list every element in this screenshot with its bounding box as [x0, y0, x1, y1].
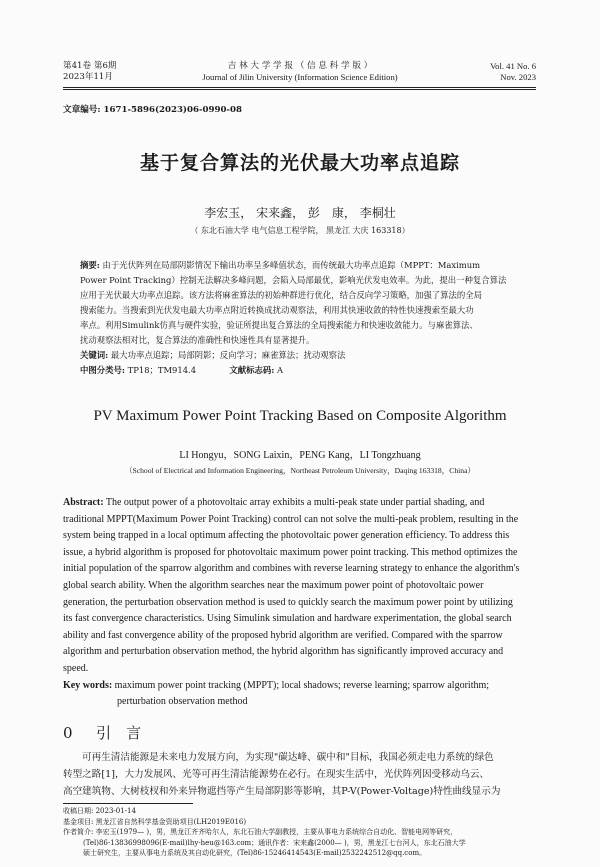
- abstract-en: [63, 495, 537, 711]
- clc-code: TP18；TM914.4: [127, 365, 197, 375]
- author-info: 作者简介: 李宏玉(1979— )，男，黑龙江齐齐哈尔人，东北石油大学副教授，主要从事电力系统综合自动化、智能电网等研究，: [63, 828, 458, 836]
- title-en: PV Maximum Power Point Tracking Based on Composite Algorithm: [93, 408, 507, 424]
- abstract-cn: [80, 258, 538, 378]
- abstract-en-line: system being trapped in a local optimum affecting the photovoltaic power generation efficiency. To address this: [63, 530, 510, 542]
- abstract-cn-line: 应用于光伏最大功率点追踪。该方法将麻雀算法的初始种群进行优化，结合反向学习策略，加强了算法的全局: [80, 290, 482, 300]
- abstract-en-line: generation, the perturbation observation method is used to quickly search the maximum power point by utilizing: [63, 596, 513, 608]
- keywords-cn-label: 关键词:: [80, 350, 109, 360]
- date-cn: 2023年11月: [63, 72, 113, 82]
- keywords-en-line2: perturbation observation method: [117, 696, 248, 708]
- author-info-corresponding: 硕士研究生，主要从事电力系统及其自动化研究，(Tel)86-15246414543(E-mail)2532242512@qq.com。: [83, 849, 427, 857]
- keywords-cn: 最大功率点追踪；局部阴影；反向学习；麻雀算法；扰动观察法: [110, 350, 346, 360]
- received-date: 收稿日期: 2023-01-14: [63, 807, 136, 815]
- abstract-en-line: issue, a hybrid algorithm is proposed for photovoltaic maximum power point tracking. This method optimizes the: [63, 546, 518, 558]
- abstract-en-line: its fast convergence characteristics. Using Simulink simulation and hardware experimentation, the global search: [63, 613, 512, 625]
- header-right: [490, 61, 536, 83]
- keywords-en-label: Key words:: [63, 679, 113, 691]
- abstract-cn-line: 率点。利用Simulink仿真与硬件实验，验证所提出复合算法的全局搜索能力和快速收敛能力。与麻雀算法、: [80, 320, 478, 330]
- header-center: [150, 61, 450, 83]
- abstract-en-line: The output power of a photovoltaic array exhibits a multi-peak state under partial shading, and: [105, 497, 485, 508]
- author-info-contact: (Tel)86-13836998096(E-mail)lhy-heu@163.com；通讯作者：宋来鑫(2000— )，男，黑龙江七台河人，东北石油大学: [83, 838, 466, 847]
- intro-line: 可再生清洁能源是未来电力发展方向，为实现"碳达峰、碳中和"目标，我国必须走电力系统的绿色: [82, 752, 494, 763]
- footnotes: [63, 806, 541, 859]
- title-cn: 基于复合算法的光伏最大功率点追踪: [139, 152, 460, 174]
- section-number: 0: [63, 724, 73, 742]
- abstract-en-label: Abstract:: [63, 497, 104, 508]
- abstract-cn-line: Power Point Tracking）控制无法解决多峰问题，会陷入局部最优，影响光伏发电效率。为此，提出一种复合算法: [80, 275, 507, 285]
- date-en: Nov. 2023: [500, 72, 536, 82]
- header-rule-top: [63, 87, 536, 88]
- abstract-cn-line: 由于光伏阵列在局部阴影情况下输出功率呈多峰值状态，而传统最大功率点追踪（MPPT：Maximum: [102, 260, 481, 270]
- abstract-en-line: global search ability. When the algorithm searches near the maximum power point of photovoltaic power: [63, 579, 484, 591]
- authors-en: LI Hongyu，SONG Laixin，PENG Kang，LI Tongzhuang: [179, 450, 421, 461]
- volume-issue-cn: 第41卷 第6期: [63, 61, 117, 71]
- authors-cn: 李宏玉， 宋来鑫， 彭 康， 李桐壮: [204, 206, 396, 220]
- abstract-en-line: initial population of the sparrow algorithm and combines with reverse learning strategy to enhance the algorithm's: [63, 563, 520, 575]
- section-heading: [63, 722, 141, 743]
- header-rule-bottom: [63, 89, 536, 90]
- intro-body: [63, 749, 537, 800]
- intro-line: 转型之路[1]，大力发展风、光等可再生清洁能源势在必行。在现实生活中，光伏阵列因受移动乌云、: [63, 769, 490, 780]
- fund-info: 基金项目: 黑龙江省自然科学基金资助项目(LH2019E016): [63, 817, 247, 826]
- abstract-en-line: traditional MPPT(Maximum Power Point Tracking) control can not solve the multi-peak problem, resulting in the: [63, 513, 519, 525]
- keywords-en: maximum power point tracking (MPPT); local shadows; reverse learning; sparrow algorithm;: [114, 679, 490, 691]
- clc-label: 中图分类号:: [80, 365, 125, 375]
- header-left: [63, 61, 117, 83]
- abstract-en-line: ability and fast convergence ability of the proposed hybrid algorithm are verified. Compared with the sparrow: [63, 629, 503, 641]
- article-number: 文章编号: 1671-5896(2023)06-0990-08: [63, 105, 242, 115]
- doc-code-label: 文献标志码:: [229, 365, 275, 375]
- footnote-rule: [63, 803, 193, 804]
- abstract-cn-line: 扰动观察法相对比，复合算法的准确性和快速性具有显著提升。: [80, 335, 315, 345]
- doc-code: A: [277, 365, 284, 375]
- journal-name-cn: 吉 林 大 学 学 报 （ 信 息 科 学 版 ）: [227, 61, 373, 71]
- section-title: 引 言: [96, 724, 142, 742]
- volume-issue-en: Vol. 41 No. 6: [490, 61, 536, 71]
- abstract-cn-line: 搜索能力。当搜索到光伏发电最大功率点附近转换成扰动观察法，利用其快速收敛的特性快速搜索至最大功: [80, 305, 474, 315]
- abstract-cn-label: 摘要:: [80, 260, 100, 270]
- abstract-en-line: algorithm and perturbation observation method, the hybrid algorithm has significantly improved accuracy and: [63, 646, 504, 658]
- journal-name-en: Journal of Jilin University (Information Science Edition): [202, 72, 398, 82]
- affiliation-cn: （ 东北石油大学 电气信息工程学院， 黑龙江 大庆 163318）: [190, 226, 410, 235]
- intro-line: 高空建筑物、大树枝杈和外来异物遮挡等产生局部阴影等影响，其P-V(Power-Voltage)特性曲线显示为: [63, 786, 501, 797]
- abstract-en-line: speed.: [63, 662, 89, 674]
- affiliation-en: （School of Electrical and Information Engineering，Northeast Petroleum University，Daqing 163318，China）: [124, 466, 476, 475]
